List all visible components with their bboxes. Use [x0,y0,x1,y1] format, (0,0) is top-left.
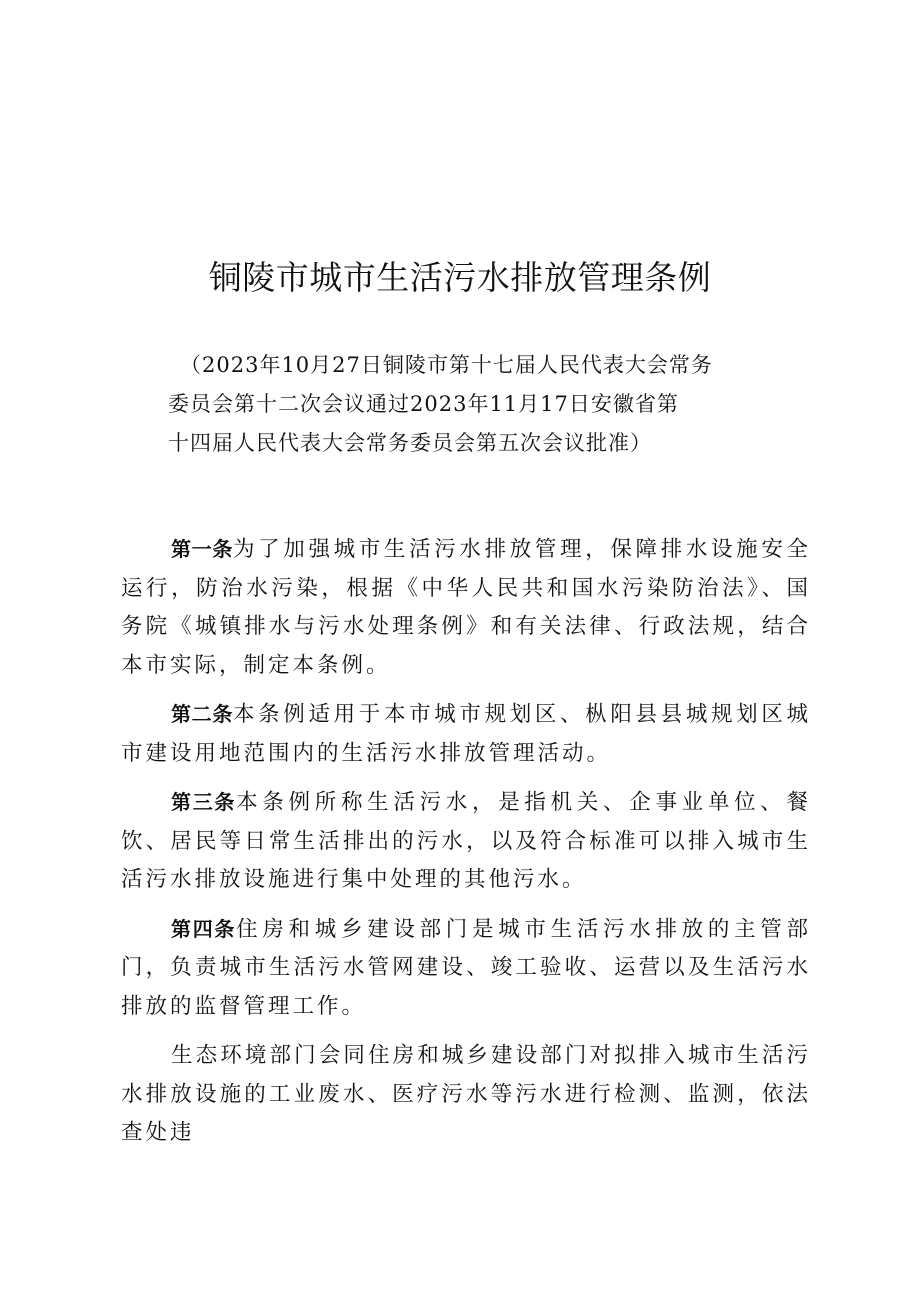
article-text: 住房和城乡建设部门是城市生活污水排放的主管部门，负责城市生活污水管网建设、竣工验收、运营以及生活污水排放的监督管理工作。 [121,916,811,1019]
adoption-note [168,346,808,463]
article-text: 为了加强城市生活污水排放管理，保障排水设施安全运行，防治水污染，根据《中华人民共和国水污染防治法》、国务院《城镇排水与污水处理条例》和有关法律、行政法规，结合本市实际，制定本条例。 [121,537,811,678]
article-text: 本条例适用于本市城市规划区、枞阳县县城规划区城市建设用地范围内的生活污水排放管理活动。 [121,702,811,766]
article-paragraph [121,695,811,773]
article-number: 第一条 [171,537,233,561]
article-number: 第二条 [171,702,233,726]
article-paragraph [121,530,811,685]
article-number: 第三条 [171,790,237,814]
document-body [121,530,811,1163]
article-paragraph [121,910,811,1027]
adoption-note-line: （2023年10月27日铜陵市第十七届人民代表大会常务 [180,353,713,377]
article-paragraph [121,783,811,900]
article-text: 生态环境部门会同住房和城乡建设部门对拟排入城市生活污水排放设施的工业废水、医疗污水等污水进行检测、监测，依法查处违 [121,1043,811,1145]
document-title: 铜陵市城市生活污水排放管理条例 [208,258,712,297]
article-number: 第四条 [171,916,237,941]
adoption-note-line: 十四届人民代表大会常务委员会第五次会议批准） [168,431,652,455]
article-text: 本条例所称生活污水，是指机关、企事业单位、餐饮、居民等日常生活排出的污水，以及符合标准可以排入城市生活污水排放设施进行集中处理的其他污水。 [121,790,811,892]
article-paragraph [121,1036,811,1153]
adoption-note-line: 委员会第十二次会议通过2023年11月17日安徽省第 [168,392,679,416]
